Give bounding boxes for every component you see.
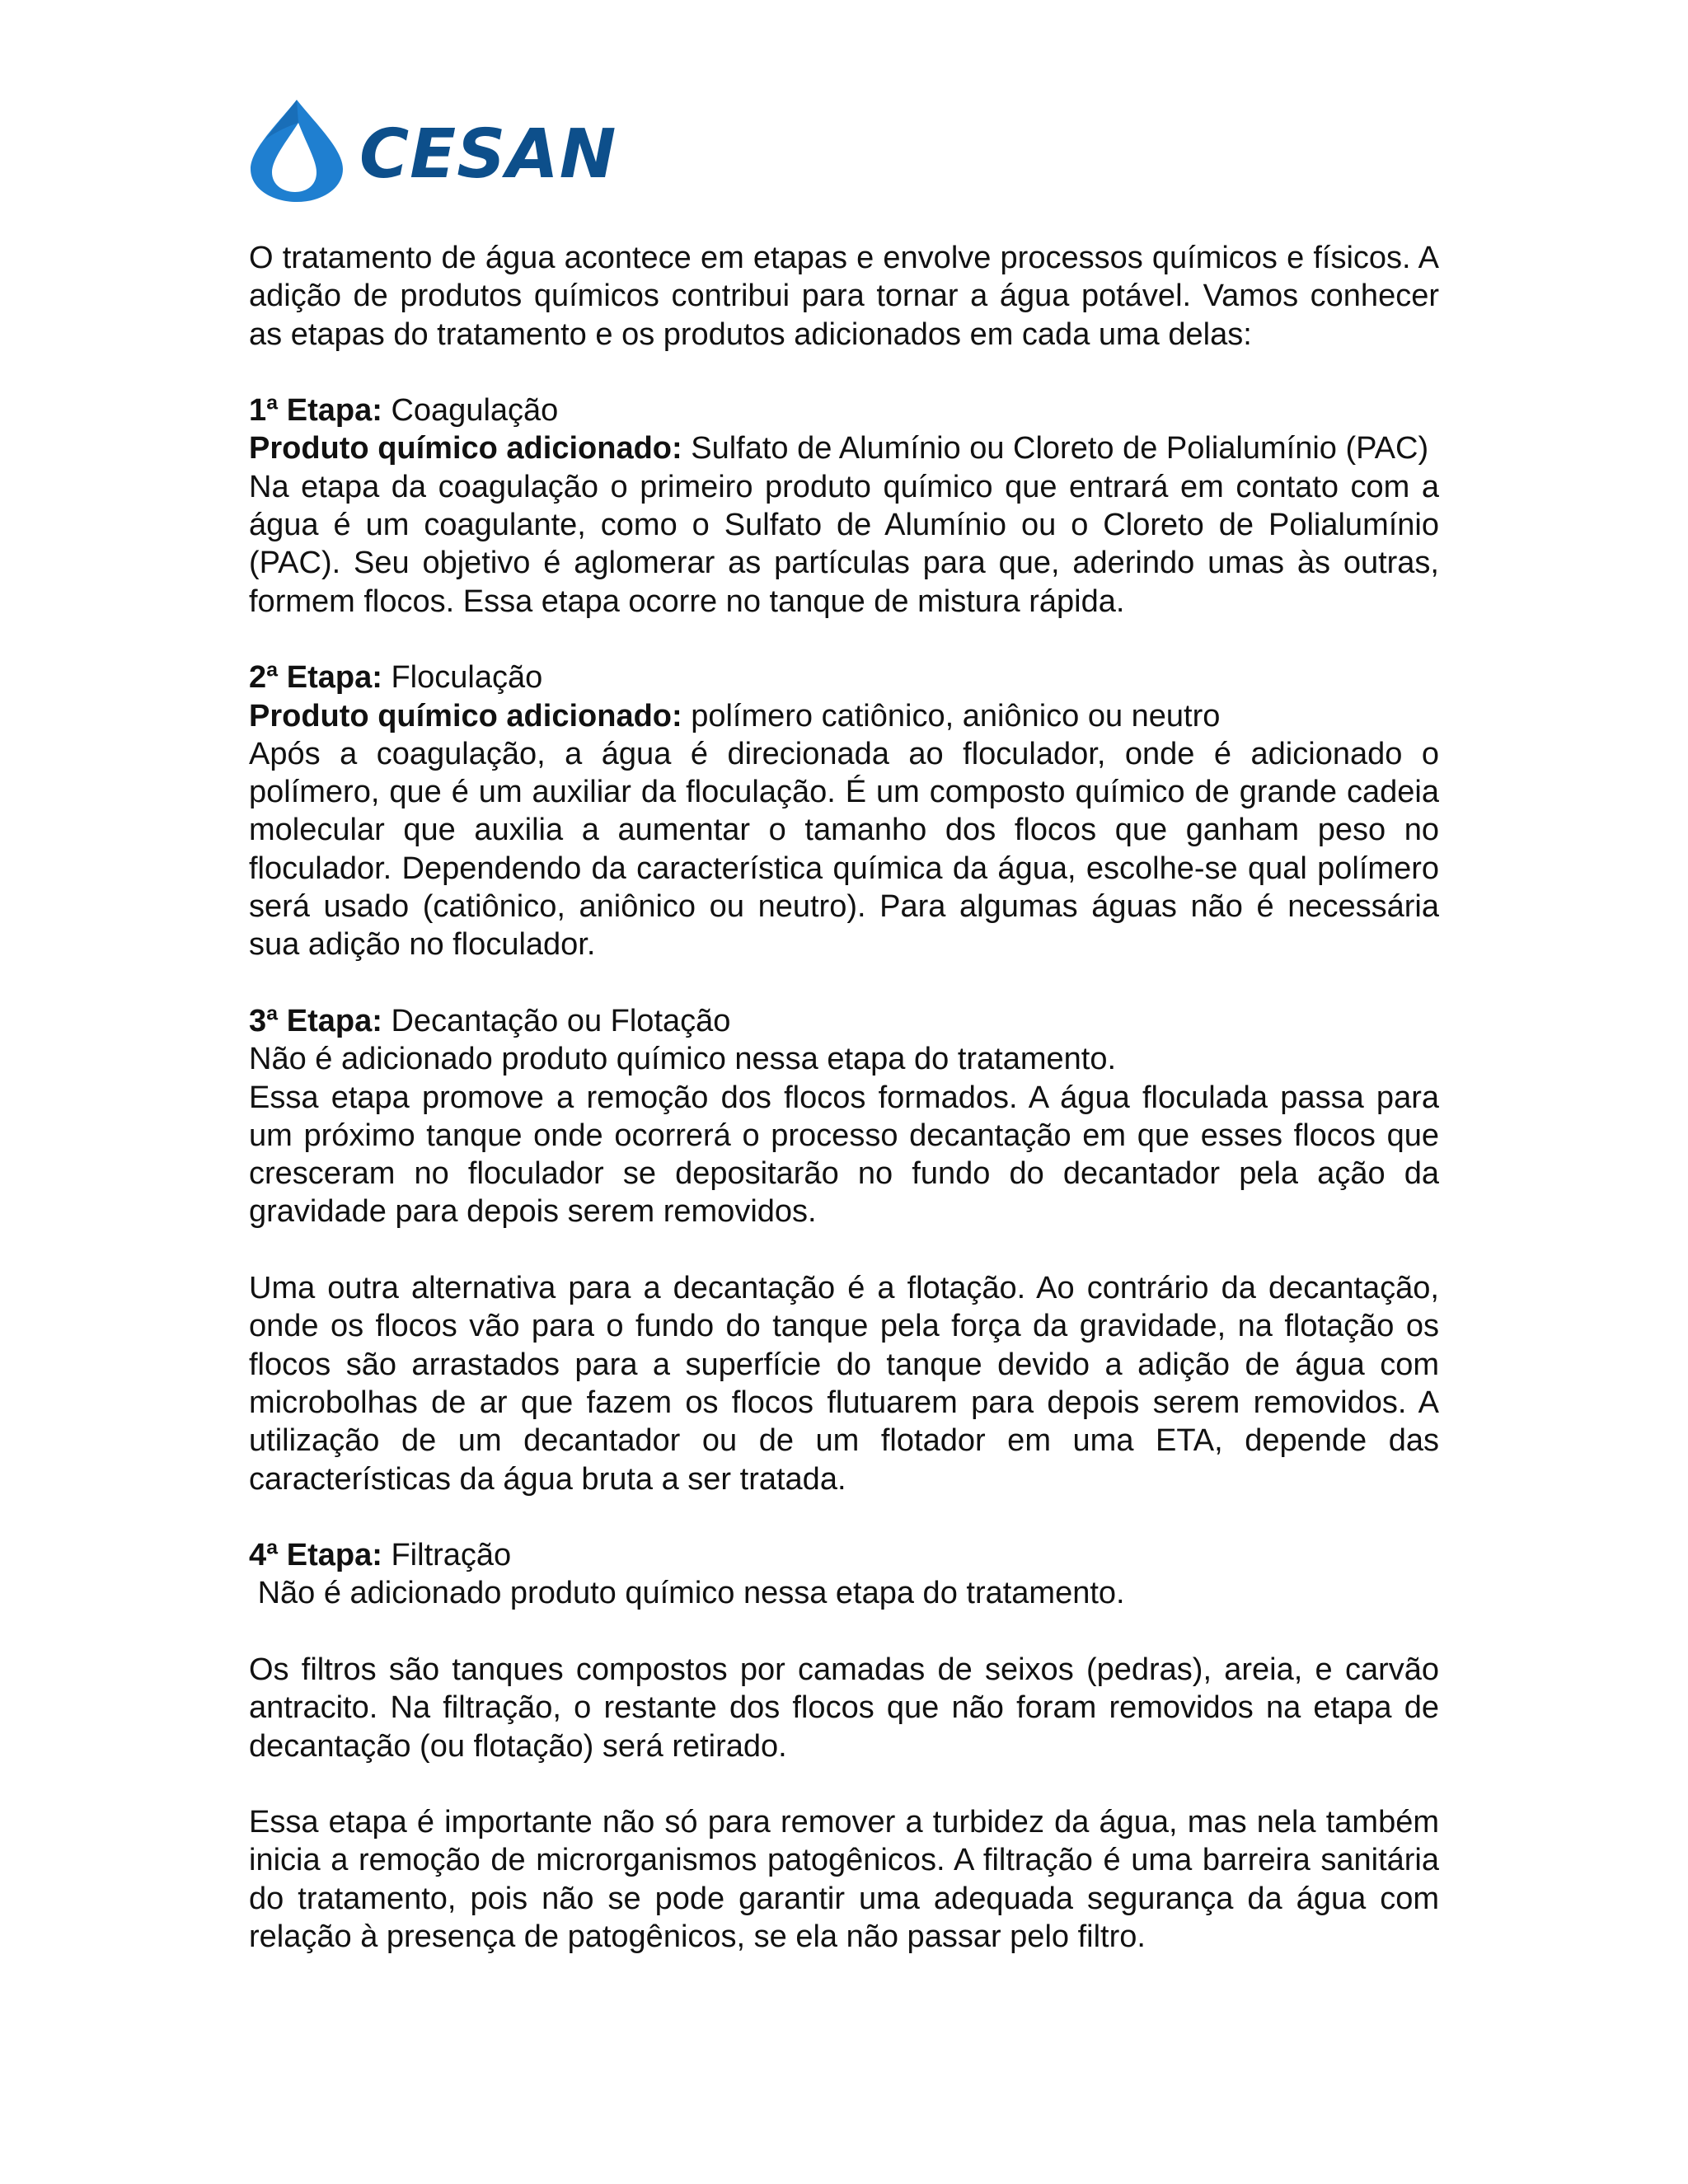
step-2-paragraph: Após a coagulação, a água é direcionada ao floculador, onde é adicionado o polímero, que é um auxiliar da floculação. É um composto químico de grande cadeia molecular que auxilia a aumentar o tamanho dos flocos que ganham peso no floculador. Dependendo da característica química da água, escolhe-se qual polímero será usado (catiônico, aniônico ou neutro). Para algumas águas não é necessária sua adição no floculador. xyxy=(249,736,1439,963)
water-drop-icon xyxy=(246,98,348,204)
step-1-paragraph: Na etapa da coagulação o primeiro produto químico que entrará em contato com a água é um coagulante, como o Sulfato de Alumínio ou o Cloreto de Polialumínio (PAC). Seu objetivo é aglomerar as partículas para que, aderindo umas às outras, formem flocos. Essa etapa ocorre no tanque de mistura rápida. xyxy=(249,469,1439,619)
step-3-paragraph-2: Uma outra alternativa para a decantação é a flotação. Ao contrário da decantação, onde os flocos vão para o fundo do tanque pela força da gravidade, na flotação os flocos são arrastados para a superfície do tanque devido a adição de água com microbolhas de ar que fazem os flocos flutuarem para depois serem removidos. A utilização de um decantador ou de um flotador em uma ETA, depende das características da água bruta a ser tratada. xyxy=(249,1271,1439,1497)
step-3-paragraph-1: Essa etapa promove a remoção dos flocos formados. A água floculada passa para um próximo tanque onde ocorrerá o processo decantação em que esses flocos que cresceram no floculador se depositarão no fundo do decantador pela ação da gravidade para depois serem removidos. xyxy=(249,1080,1439,1230)
step-3-note: Não é adicionado produto químico nessa etapa do tratamento. xyxy=(249,1042,1117,1077)
step-2-heading: 2ª Etapa: Floculação xyxy=(249,660,543,696)
step-3-heading: 3ª Etapa: Decantação ou Flotação xyxy=(249,1003,731,1038)
step-2-product: Produto químico adicionado: polímero catiônico, aniônico ou neutro xyxy=(249,698,1221,733)
step-4-heading: 4ª Etapa: Filtração xyxy=(249,1538,512,1573)
step-4-note: Não é adicionado produto químico nessa etapa do tratamento. xyxy=(257,1576,1125,1611)
intro-paragraph: O tratamento de água acontece em etapas e envolve processos químicos e físicos. A adição de produtos químicos contribui para tornar a água potável. Vamos conhecer as etapas do tratamento e os produtos adicionados em cada uma delas: xyxy=(249,241,1439,352)
logo-wordmark: CESAN xyxy=(359,115,617,194)
step-1-product: Produto químico adicionado: Sulfato de Alumínio ou Cloreto de Polialumínio (PAC) xyxy=(249,431,1429,466)
step-4-paragraph-1: Os filtros são tanques compostos por camadas de seixos (pedras), areia, e carvão antracito. Na filtração, o restante dos flocos que não foram removidos na etapa de decantação (ou flotação) será retirado. xyxy=(249,1652,1439,1764)
cesan-logo xyxy=(246,97,617,204)
document-body xyxy=(249,239,1439,1956)
step-1-heading: 1ª Etapa: Coagulação xyxy=(249,393,559,429)
step-4-paragraph-2: Essa etapa é importante não só para remover a turbidez da água, mas nela também inicia a remoção de microrganismos patogênicos. A filtração é uma barreira sanitária do tratamento, pois não se pode garantir uma adequada segurança da água com relação à presença de patogênicos, se ela não passar pelo filtro. xyxy=(249,1805,1439,1955)
